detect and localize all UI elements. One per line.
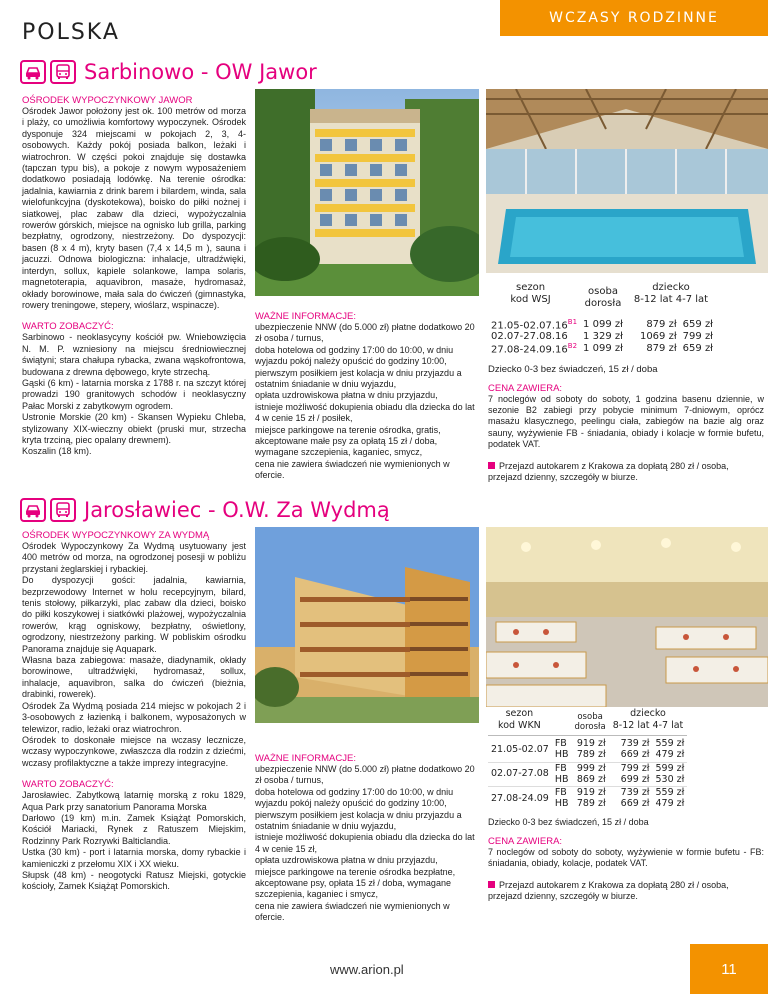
col-child: dziecko <box>630 708 666 719</box>
see-item: Ustronie Morskie (20 km) - Skansen Wypieku Chleba, stylizowany XIX-wieczny obiekt (pruski mur, strzecha kryta trzciną, piec opalany drewnem). <box>22 412 246 445</box>
car-icon <box>20 60 46 84</box>
info-item: pierwszym posiłkiem jest kolacja w dniu przyjazdu a ostatnim śniadanie w dniu wyjazdu, <box>255 367 462 390</box>
col-child: dziecko <box>652 282 690 293</box>
table-row <box>488 762 687 774</box>
child-price: 659 zł <box>682 319 714 331</box>
child-price: 739 zł <box>620 787 650 798</box>
info-item: doba hotelowa od godziny 17:00 do 10:00, w dniu wyjazdu pokój należy opuścić do godziny 10:00, <box>255 344 454 367</box>
season-cell: 02.07-27.08.16 <box>491 331 568 343</box>
season-tag: B2 <box>567 342 578 351</box>
adult-price: 1 329 zł <box>583 331 623 343</box>
child-price: 669 zł <box>620 798 650 809</box>
board-type: FB <box>554 738 567 749</box>
col-child-age-1: 8-12 lat <box>633 294 673 305</box>
info-item: akceptowane małe psy za opłatą 15 zł / doba, wymagane szczepienia, kaganiec, smycz, <box>255 436 438 458</box>
col-season: sezon <box>505 708 534 719</box>
dining-hall-photo <box>486 527 768 707</box>
info-item: cena nie zawiera świadczeń nie wymienionych w ofercie. <box>255 900 450 923</box>
child-price: 599 zł <box>655 762 685 774</box>
price-table-block <box>488 278 764 483</box>
see-item: Ustka (30 km) - port i latarnia morska, domy rybackie i kamieniczki z przełomu XIX i XX wieku. <box>22 847 246 869</box>
transport-text: Przejazd autokarem z Krakowa za dopłatą 280 zł / osoba, przejazd dzienny, szczegóły w biurze. <box>488 460 729 482</box>
child-price: 669 zł <box>620 749 650 760</box>
child-price: 799 zł <box>682 331 714 343</box>
adult-price: 1 099 zł <box>583 319 623 331</box>
hotel-building-photo <box>255 527 479 723</box>
about-heading: OŚRODEK WYPOCZYNKOWY ZA WYDMĄ <box>22 530 210 541</box>
adult-price: 999 zł <box>576 762 606 774</box>
col-season-code: kod WSJ <box>510 294 551 305</box>
about-paragraph: Ośrodek Za Wydmą posiada 214 miejsc w pokojach 2 i 3-osobowych z łazienką i balkonem, wyposażonych w telewizor, radio, leżaki oraz wiatrochron. <box>22 700 246 734</box>
child-price: 879 zł <box>646 319 677 331</box>
board-type: HB <box>554 773 569 785</box>
child-note: Dziecko 0-3 bez świadczeń, 15 zł / doba <box>488 363 658 375</box>
col-child-age-1: 8-12 lat <box>612 720 650 731</box>
price-includes-text: 7 noclegów od soboty do soboty, wyżywienie w formie bufetu - FB: śniadania, obiady, kolacje, podatek VAT. <box>488 847 764 869</box>
table-row <box>488 331 716 342</box>
board-type: FB <box>554 762 567 774</box>
country-heading: POLSKA <box>22 20 120 45</box>
col-child-age-2: 4-7 lat <box>652 720 684 731</box>
hotel-title: Sarbinowo - OW Jawor <box>84 60 317 84</box>
col-adult: osoba <box>588 286 618 297</box>
about-paragraph: Własna baza zabiegowa: masaże, diadynamik, okłady borowinowe, ultradźwięki, hydromasaż, sollux, inhalacje, aquavibron, salka do ćwiczeń (bieżnia, drabinki, rowerek). <box>22 655 246 700</box>
season-cell: 27.08-24.09 <box>491 792 549 804</box>
about-paragraph: Do dyspozycji gości: jadalnia, kawiarnia, bezprzewodowy Internet w holu recepcyjnym, bilard, tenis stołowy, piłkarzyki, plac zabaw dla dzieci, boisko do piłki koszykowej i siatkówki plażowej, wypożyczalnia rowerów, krąg ogniskowy, bezpłatny, oświetlony, ogrodzony, niestrzeżony parking. W pobliskim ośrodku Panorama znajduje się Aquapark. <box>22 575 246 654</box>
board-type: HB <box>554 749 569 760</box>
info-item: opłata uzdrowiskowa płatna w dniu przyjazdu, <box>255 855 438 866</box>
info-item: ubezpieczenie NNW (do 5.000 zł) płatne dodatkowo 20 zł osoba / turnus, <box>255 764 475 786</box>
see-item: Sarbinowo - neoklasycyny kościół pw. Wniebowzięcia N. M. P. wzniesiony na miejscu średniowiecznej świątyni; stara chałupa rybacka, zwana wąskofrontowa, budowana z drewna dębowego, kryte strzechą. <box>22 332 246 377</box>
price-includes-heading: CENA ZAWIERA: <box>488 836 563 847</box>
table-row <box>488 342 716 355</box>
child-note: Dziecko 0-3 bez świadczeń, 15 zł / doba <box>488 817 649 827</box>
transport-icons <box>20 60 76 84</box>
child-price: 699 zł <box>620 773 650 785</box>
adult-price: 869 zł <box>576 773 606 785</box>
footer-url[interactable]: www.arion.pl <box>330 962 404 977</box>
see-heading: WARTO ZOBACZYĆ: <box>22 779 114 791</box>
col-adult-sub: dorosła <box>574 722 606 732</box>
see-item: Słupsk (48 km) - neogotycki Ratusz Miejski, gotyckie kościoły, Zamek Książąt Pomorskich. <box>22 869 246 892</box>
bullet-icon <box>488 462 495 469</box>
page-number <box>690 944 768 994</box>
price-includes-heading: CENA ZAWIERA: <box>488 382 563 394</box>
see-item: Darłowo (19 km) m.in. Zamek Książąt Pomorskich, Kościół Mariacki, Rynek z Ratuszem Miejskim, Rodzinny Park Rozrywki Balticlandia. <box>22 812 246 846</box>
child-price: 559 zł <box>655 787 685 798</box>
adult-price: 789 zł <box>576 749 606 760</box>
about-paragraph: Ośrodek to doskonałe miejsce na wczasy lecznicze, wczasy wypoczynkowe, zwłaszcza dla rodzin z dziećmi, wczasy profilaktyczne a także imprezy integracyjne. <box>22 734 246 768</box>
info-item: pierwszym posiłkiem jest kolacja w dniu przyjazdu a ostatnim śniadanie w dniu wyjazdu, <box>255 809 462 832</box>
board-type: HB <box>554 798 569 809</box>
about-text: Ośrodek Jawor położony jest ok. 100 metrów od morza i plaży, co umożliwia komfortowy wypoczynek. Ośrodek dysponuje 324 miejscami w pokojach 2, 3, 4-osobowych. Każdy pokój posiada balkon, leżaki i wiatrochron. W części pokoi znajduje się dostawka (tapczan typu bis), a pokoje z nowym wyposażeniem dodatkowo posiadają lodówkę. Na terenie ośrodka: jadalnia, kawiarnia z drink barem i bilardem, winda, sala wielofunkcyjna (dyskotekowa), boisko do piłki nożnej i siatkowej, plac zabaw dla dzieci, wypożyczalnia rowerów górskich, miejsce na ognisko lub grilla, parking bezpłatny, ogrodzony, niestrzeżony. Do dyspozycji: basen (8 x 4 m), kryty basen (7,4 x 14,5 m ), sauna i jacuzzi. Odnowa biologiczna: inhalacje, ultradźwięki, interdyn, sollux, kąpiele solankowe, lampa solaris, magnetoterapia, aquavibron, masaże, hydromasaż, okłady borowinowe, mała sala do ćwiczeń (gimnastyka, rowery treningowe, stepery, wioślarz, wspinacze). <box>22 106 246 310</box>
info-heading: WAŻNE INFORMACJE: <box>255 311 356 322</box>
important-info <box>255 753 477 924</box>
hotel-description <box>22 95 246 458</box>
season-cell: 21.05-02.07 <box>491 743 549 755</box>
see-item: Koszalin (18 km). <box>22 446 92 457</box>
info-item: opłata uzdrowiskowa płatna w dniu przyjazdu, <box>255 390 438 401</box>
adult-price: 789 zł <box>576 798 606 809</box>
see-item: Gąski (6 km) - latarnia morska z 1788 r. na szczyt której prowadzi 190 granitowych schodów i neoklasyczny Pałac Morski z zabytkowym ogrodem. <box>22 377 246 411</box>
col-adult-sub: dorosła <box>584 298 622 309</box>
season-cell: 21.05-02.07.16 <box>491 320 568 332</box>
child-price: 739 zł <box>620 738 650 749</box>
category-banner-label: WCZASY RODZINNE <box>549 10 719 26</box>
transport-note <box>488 880 764 902</box>
child-price: 479 zł <box>655 749 685 760</box>
about-paragraph: Ośrodek Wypoczynkowy Za Wydmą usytuowany jest 400 metrów od morza, na ogrodzonej posesji w pobliżu przystani żeglarskiej i rybackiej. <box>22 541 246 574</box>
info-item: akceptowane psy, opłata 15 zł / doba, wymagane szczepienia, kaganiec i smycz, <box>255 878 451 900</box>
about-heading: OŚRODEK WYPOCZYNKOWY JAWOR <box>22 95 193 106</box>
info-item: miejsce parkingowe na terenie ośrodka bezpłatne, <box>255 866 456 877</box>
important-info <box>255 311 477 482</box>
info-item: istnieje możliwość dokupienia obiadu dla dziecka do lat 4 w cenie 15 zł, <box>255 832 475 854</box>
price-table <box>488 708 687 809</box>
adult-price: 1 099 zł <box>583 343 623 355</box>
info-item: istnieje możliwość dokupienia obiadu dla dziecka do lat 4 w cenie 15 zł / posiłek, <box>255 401 475 424</box>
hotel-building-photo <box>255 89 479 296</box>
child-price: 879 zł <box>646 343 677 355</box>
child-price: 659 zł <box>682 343 714 355</box>
season-tag: B1 <box>567 318 578 326</box>
price-includes-text: 7 noclegów od soboty do soboty, 1 godzina basenu dziennie, w sezonie B2 zabiegi przy pobycie minimum 7-dniowym, oprócz masażu klasycznego, peelingu ciała, zabiegów na bazie alg oraz sauny, wyżywienie FB - śniadania, obiady i kolacje w formie bufetu, podatek VAT. <box>488 393 764 450</box>
hotel-title: Jarosławiec - O.W. Za Wydmą <box>84 498 390 522</box>
col-adult: osoba <box>577 712 603 722</box>
season-cell: 02.07-27.08 <box>491 768 549 779</box>
col-child-age-2: 4-7 lat <box>675 294 709 305</box>
season-cell: 27.08-24.09.16 <box>491 344 568 356</box>
info-item: cena nie zawiera świadczeń nie wymienionych w ofercie. <box>255 458 450 481</box>
transport-text: Przejazd autokarem z Krakowa za dopłatą 280 zł / osoba, przejazd dzienny, szczegóły w biurze. <box>488 879 729 901</box>
bullet-icon <box>488 881 495 888</box>
info-item: ubezpieczenie NNW (do 5.000 zł) płatne dodatkowo 20 zł osoba / turnus, <box>255 322 475 344</box>
table-row <box>488 787 687 799</box>
table-row <box>488 738 687 749</box>
indoor-pool-photo <box>486 89 768 273</box>
adult-price: 919 zł <box>576 787 606 798</box>
child-price: 1069 zł <box>639 331 677 343</box>
see-item: Jarosławiec. Zabytkową latarnię morską z roku 1829, Aqua Park przy sanatorium Panorama Morska <box>22 790 246 812</box>
adult-price: 919 zł <box>576 738 606 749</box>
transport-icons <box>20 498 76 522</box>
child-price: 799 zł <box>620 762 650 774</box>
hotel-description <box>22 530 246 893</box>
info-item: doba hotelowa od godziny 17:00 do 10:00, w dniu wyjazdu pokój należy opuścić do godziny 10:00, <box>255 786 454 809</box>
see-heading: WARTO ZOBACZYĆ: <box>22 321 114 333</box>
col-season: sezon <box>515 282 546 293</box>
col-season-code: kod WKN <box>498 720 541 731</box>
category-banner <box>500 0 768 36</box>
table-row <box>488 318 716 331</box>
car-icon <box>20 498 46 522</box>
bus-icon <box>50 498 76 522</box>
page-number-label: 11 <box>721 960 737 978</box>
child-price: 479 zł <box>655 798 685 809</box>
price-table <box>488 278 716 356</box>
child-price: 530 zł <box>655 773 685 785</box>
info-heading: WAŻNE INFORMACJE: <box>255 753 356 764</box>
info-item: miejsce parkingowe na terenie ośrodka, gratis, <box>255 424 441 435</box>
board-type: FB <box>554 787 567 798</box>
transport-note <box>488 461 764 483</box>
child-price: 559 zł <box>655 738 685 749</box>
bus-icon <box>50 60 76 84</box>
price-table-block <box>488 708 764 902</box>
